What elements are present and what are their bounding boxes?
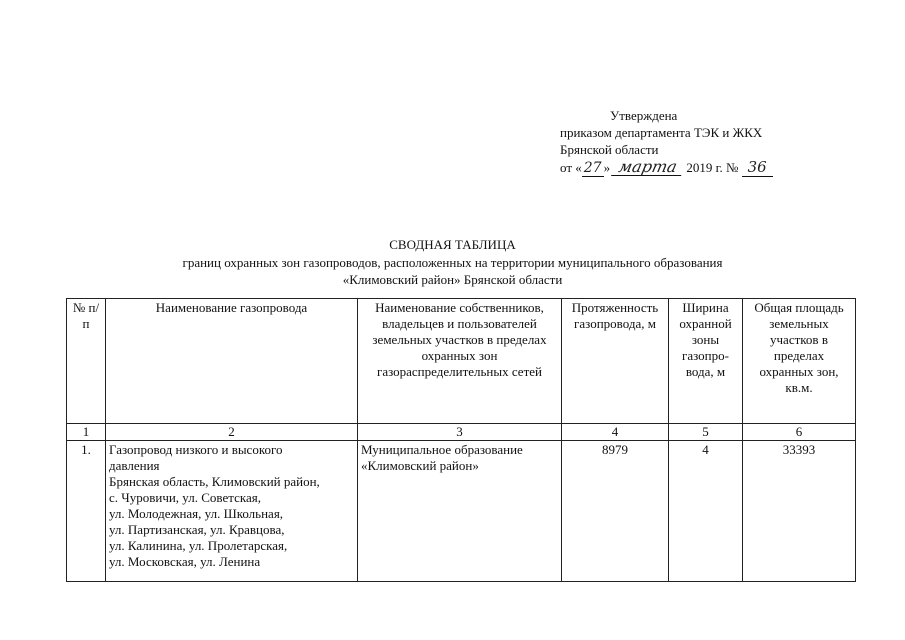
pipeline-name-line: ул. Молодежная, ул. Школьная, [109,506,284,521]
pipeline-name-line: ул. Калинина, ул. Пролетарская, [109,538,288,553]
date-prefix: от « [560,160,582,175]
column-number: 1 [67,424,106,441]
zone-width-cell: 4 [669,441,743,582]
header-length: Протяженность газопровода, м [562,299,669,424]
table-header-row [67,299,856,424]
header-owners: Наименование собственников, владельцев и пользователей земельных участков в пределах охранных зон газораспределительных сетей [358,299,562,424]
column-number: 4 [562,424,669,441]
row-number: 1. [67,441,106,582]
date-mid: » [603,160,611,175]
date-year: 2019 г. [686,160,723,175]
column-number: 3 [358,424,562,441]
approval-title: Утверждена [610,108,678,123]
approval-line-2: Брянской области [560,142,659,157]
owner-cell [358,441,562,582]
approval-line-1: приказом департамента ТЭК и ЖКХ [560,125,763,140]
column-number: 6 [743,424,856,441]
date-day: 27 [583,160,602,176]
document-title: СВОДНАЯ ТАБЛИЦА [389,237,516,252]
pipeline-name-line: с. Чуровичи, ул. Советская, [109,490,261,505]
header-total-area: Общая площадь земельных участков в пределах охранных зон, кв.м. [743,299,856,424]
column-number: 2 [106,424,358,441]
pipeline-name-line: Газопровод низкого и высокого [109,442,283,457]
approval-block [560,107,773,177]
summary-table [66,298,856,582]
owner-line: «Климовский район» [361,458,479,473]
number-label: № [725,160,739,175]
area-cell: 33393 [743,441,856,582]
pipeline-name-line: ул. Московская, ул. Ленина [109,554,261,569]
pipeline-name-line: давления [109,458,160,473]
pipeline-name-line: ул. Партизанская, ул. Кравцова, [109,522,285,537]
document-subtitle: границ охранных зон газопроводов, расположенных на территории муниципального образования [182,255,723,270]
order-number: 36 [742,158,773,177]
column-numbers-row [67,424,856,441]
header-pipeline-name: Наименование газопровода [106,299,358,424]
approval-date-line [560,158,773,177]
document-subtitle-2: «Климовский район» Брянской области [342,272,563,287]
header-zone-width: Ширина охранной зоны газопро-вода, м [669,299,743,424]
column-number: 5 [669,424,743,441]
date-month: марта [611,158,685,176]
pipeline-name-cell [106,441,358,582]
length-cell: 8979 [562,441,669,582]
pipeline-name-line: Брянская область, Климовский район, [109,474,320,489]
owner-line: Муниципальное образование [361,442,523,457]
table-row [67,441,856,582]
header-number: № п/п [67,299,106,424]
